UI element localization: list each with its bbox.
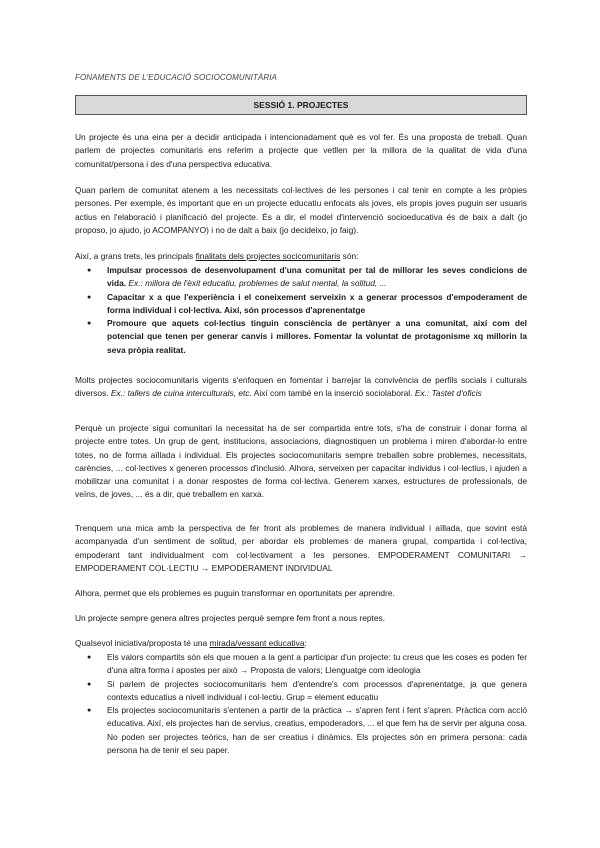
list-item-bold: Impulsar processos de desenvolupament d'una comunitat per tal de millorar les seves condicions de vida. — [107, 265, 527, 289]
list-item-bold: Capacitar x a que l'experiència i el coneixement serveixin x a generar processos d'empoderament de forma individual i col·lectiva. Així, són processos d'aprenentatge — [107, 291, 527, 315]
paragraph-diversity — [75, 374, 527, 401]
diversity-mid: Així com també en la inserció sociolaboral. — [251, 388, 415, 399]
list-item — [107, 317, 527, 357]
diversity-example-1: Ex.: tallers de cuina interculturals, etc. — [110, 388, 252, 399]
paragraph-shared-need: Perquè un projecte sigui comunitari la necessitat ha de ser compartida entre tots, s'ha de construir i donar forma al projecte entre totes. Un grup de gent, institucions, associacions, diagnostiquen un problema i miren d'abordar-lo entre totes, no de forma aïllada i individual. Els projectes sociocomunitaris sempre treballen sobre problemes, necessitats, carències, ... col·lectives x generen processos d'inclusió. Alhora, serveixen per capacitar individus i col·lectius, i ajuden a mobilitzar una comunitat i a donar respostes de forma col·lectiva. Generem xarxes, estructures de professionals, de veïns, de joves, ... és a dir, que treballem en xarxa. — [75, 423, 527, 500]
paragraph-challenges: Un projecte sempre genera altres projectes perquè sempre fem front a nous reptes. — [75, 613, 386, 623]
document-header: FONAMENTS DE L'EDUCACIÓ SOCIOCOMUNITÀRIA — [75, 73, 277, 82]
list-item: ● Els valors compartits són els que mouen a la gent a participar d'un projecte: tu creus que les coses es poden fer d'una altra forma i apostes per això → Proposta de valors; Llenguatge com ideologia — [107, 651, 527, 678]
list-item-bold: Promoure que aquets col·lectius tinguin consciència de pertànyer a una comunitat, així com del potencial que tenen per generar canvis i millores. Fomentar la voluntat de protagonisme xq millorin la seva pròpia realitat. — [107, 318, 527, 355]
educational-list — [75, 651, 527, 757]
paragraph-educational — [75, 637, 527, 650]
aims-list — [75, 264, 527, 357]
paragraph-intro: Un projecte és una eina per a decidir anticipada i intencionadament què es vol fer. És una proposta de treball. Quan parlem de projectes comunitaris ens referim a projecte que vetllen per la millora de la qualitat de vida d'una comunitat/persona i des d'una perspectiva educativa. — [75, 132, 527, 169]
diversity-example-2: Ex.: Tastet d'oficis — [414, 388, 482, 399]
aims-heading-link: finalitats dels projectes socicomunitaris — [195, 251, 341, 261]
list-item-italic: Ex.: millora de l'èxit educatiu, problemes de salut mental, la solitud, ... — [128, 278, 387, 289]
list-item — [107, 291, 527, 318]
section-title: SESSIÓ 1. PROJECTES — [75, 95, 527, 115]
paragraph-aims — [75, 250, 527, 263]
list-item: ● Els projectes sociocomunitaris s'entenen a partir de la pràctica → s'apren fent i fent s'apren. Pràctica com acció educativa. Així, els projectes han de servius, creatius, empoderadors, ... el que fem ha de servir per alguna cosa. No poden ser projectes teòrics, han de ser creatius i dinàmics. Els projectes són en primera persona: cada persona ha de tenir el seu paper. — [107, 704, 527, 757]
paragraph-empowerment: Trenquem una mica amb la perspectiva de fer front als problemes de manera individual i aïllada, que sovint està acompanyada d'un sentiment de solitud, per abordar els problemes de manera grupal, compartida i col·lectiva, empoderant tant individualment com col·lectivament a les persones. EMPODERAMENT COMUNITARI → EMPODERAMENT COL·LECTIU → EMPODERAMENT INDIVIDUAL — [75, 523, 527, 573]
aims-intro: Així, a grans trets, les principals — [75, 251, 196, 261]
educational-suffix: : — [304, 638, 307, 648]
educational-intro: Qualsevol iniciativa/proposta té una — [75, 638, 210, 648]
diversity-text: Molts projectes sociocomunitaris vigents s'enfoquen en fomentar i barrejar la convivència de perfils socials i culturals diversos. — [75, 375, 527, 399]
educational-heading-link: mirada/vessant educativa — [209, 638, 305, 648]
paragraph-community: Quan parlem de comunitat atenem a les necessitats col·lectives de les persones i cal tenir en compte a les pròpies persones. Per exemple, és important que en un projecte educatiu enfocats als joves, els propis joves puguin ser usuaris actius en l'elaboració i planificació del projecte. És a dir, el model d'intervenció socioeducativa és de baix a dalt (jo proposo, jo ajudo, jo ACOMPANYO) i no de dalt a baix (jo decideixo, jo faig). — [75, 185, 527, 235]
list-item: ● Si parlem de projectes sociocomunitaris hem d'entendre's com processos d'aprenentatge, ja que genera contexts educatius a nivell individual i col·lectiu. Grup = element educatiu — [107, 678, 527, 705]
aims-suffix: són: — [340, 251, 359, 261]
paragraph-opportunities: Alhora, permet que els problemes es puguin transformar en oportunitats per aprendre. — [75, 588, 395, 598]
list-item — [107, 264, 527, 291]
